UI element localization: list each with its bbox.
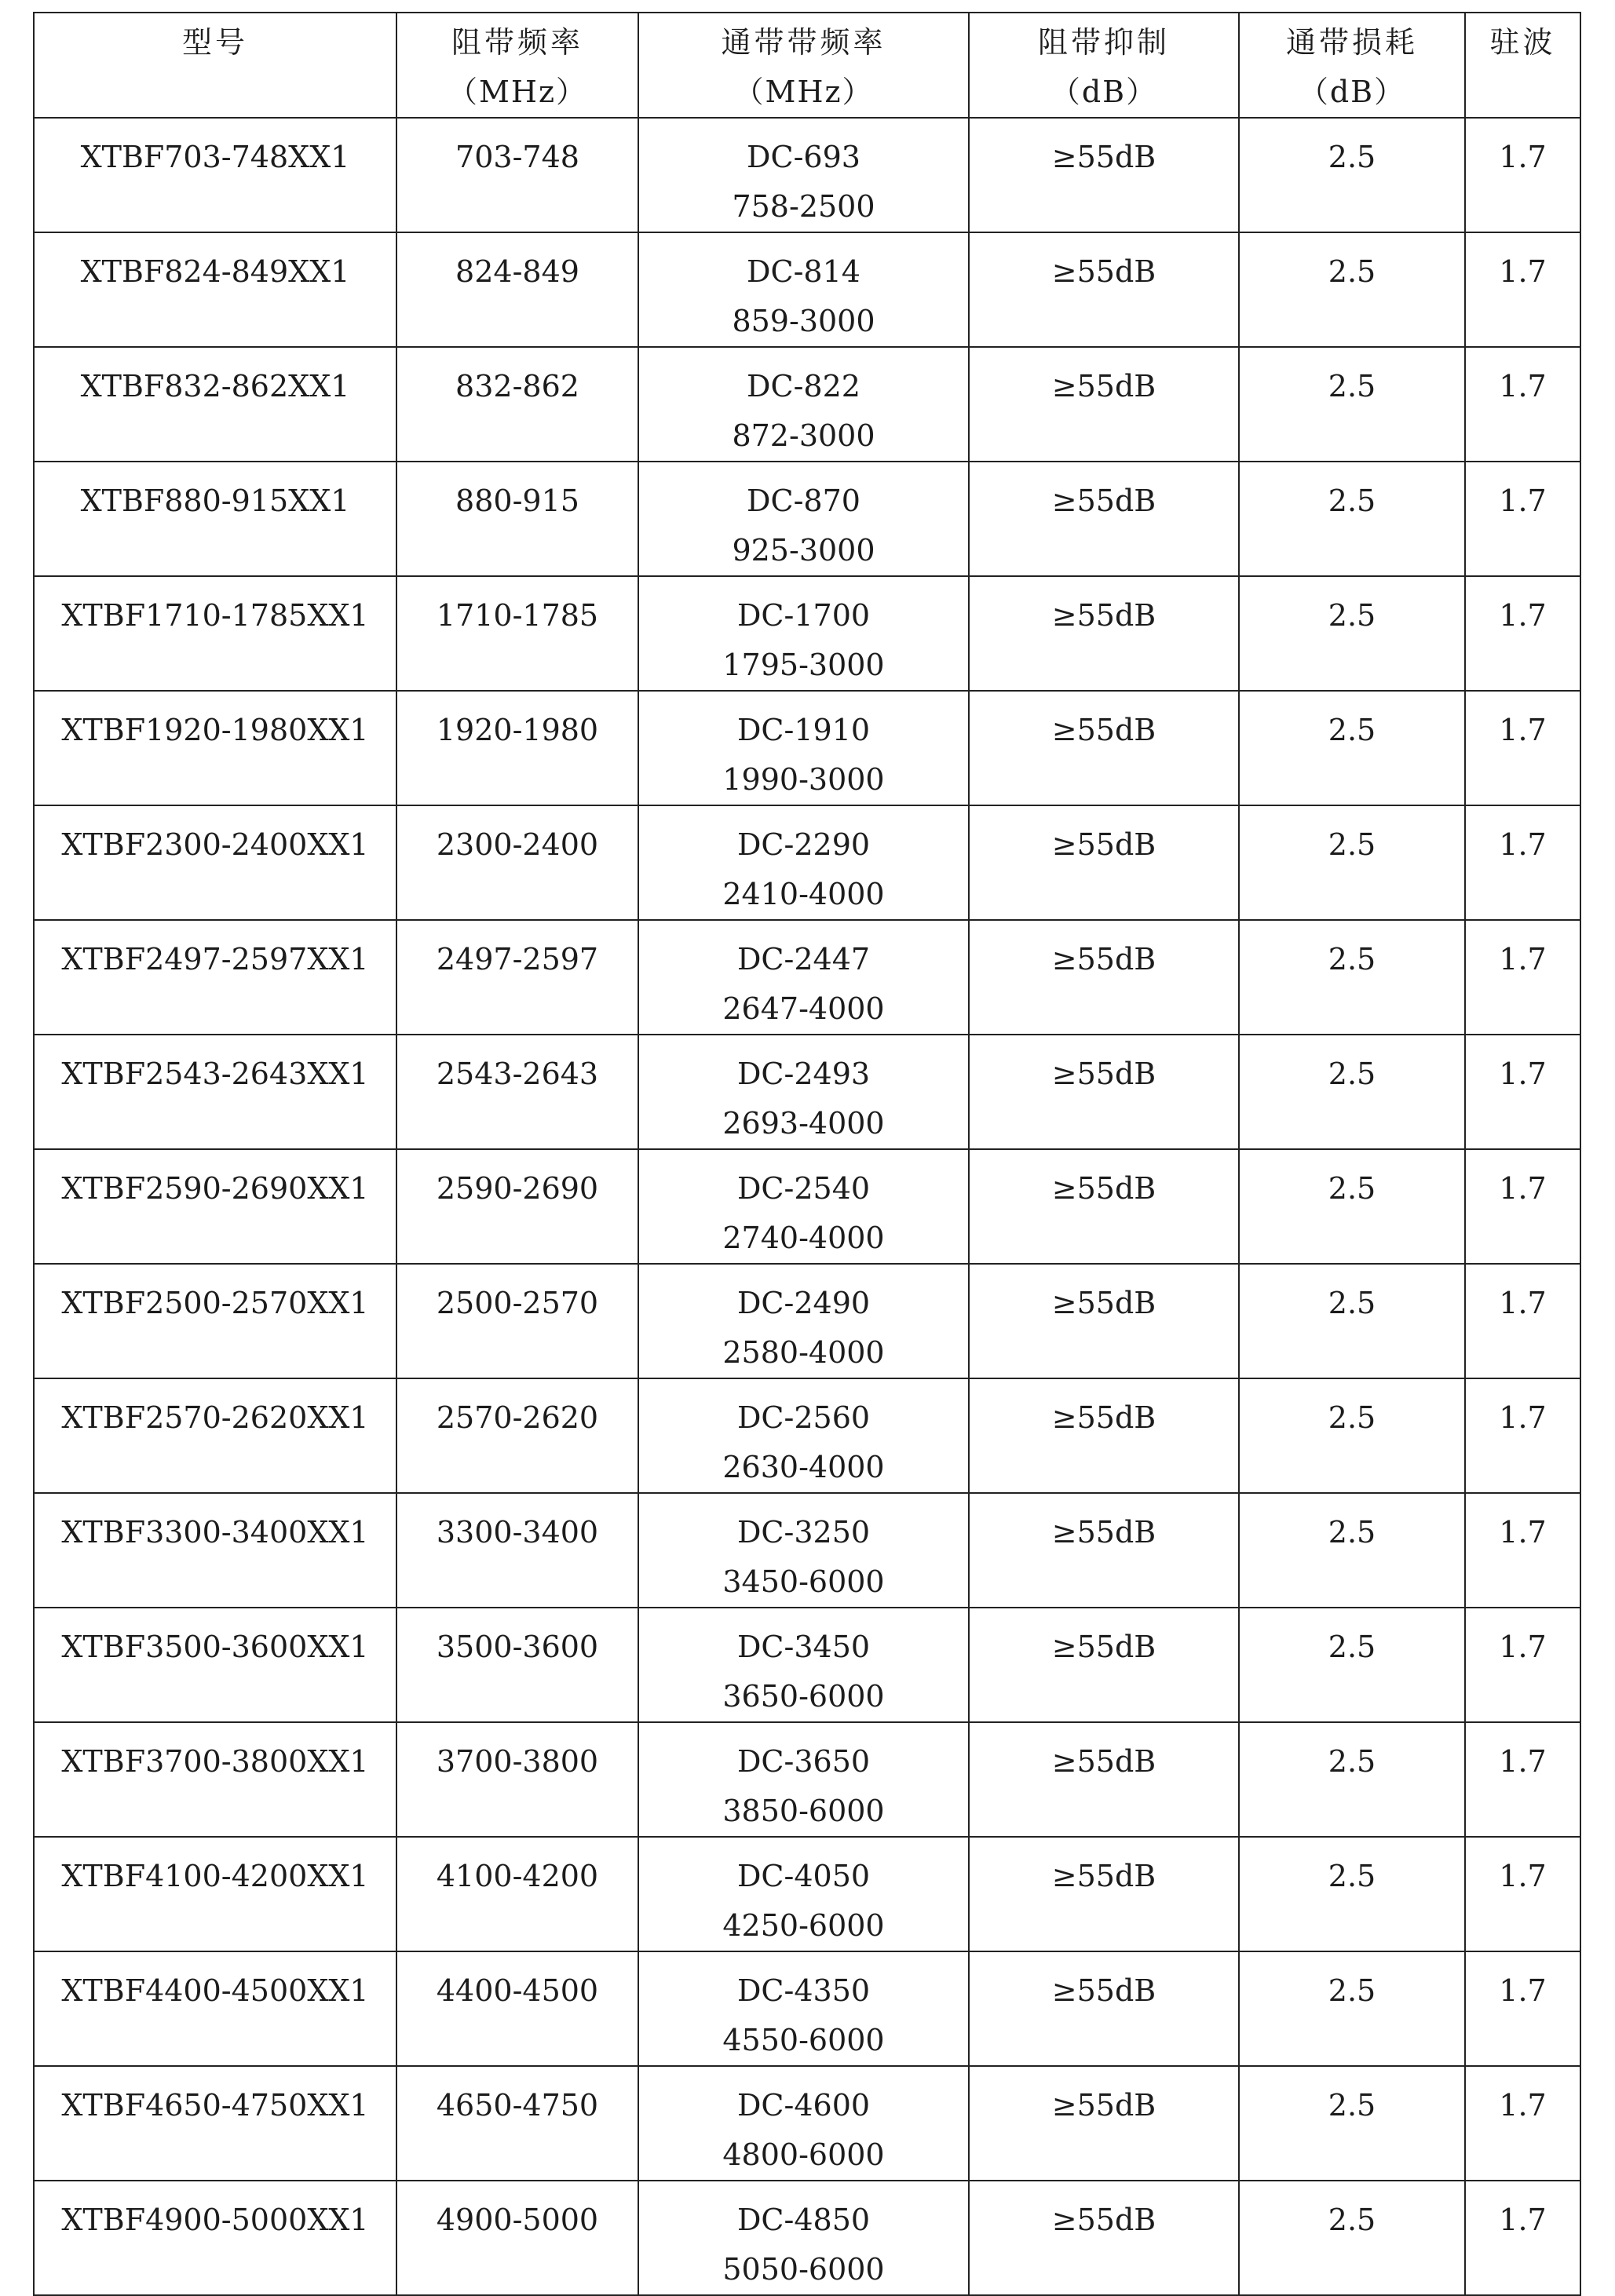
model-cell-model-text: XTBF2300-2400XX1 xyxy=(61,827,369,862)
vswr-cell-vswr-text: 1.7 xyxy=(1499,1859,1547,1893)
passband-cell-pass1-text: DC-3250 xyxy=(736,1515,871,1550)
model-cell-model-text: XTBF2500-2570XX1 xyxy=(61,1286,369,1320)
vswr-cell-vswr-text: 1.7 xyxy=(1499,827,1547,862)
vswr-cell-vswr-text: 1.7 xyxy=(1499,1171,1547,1206)
insertion-loss-cell xyxy=(1239,1149,1465,1264)
table-row xyxy=(34,1035,1580,1149)
vswr-cell-vswr-text: 1.7 xyxy=(1499,942,1547,976)
rejection-cell xyxy=(969,347,1239,462)
model-cell-model-text: XTBF832-862XX1 xyxy=(80,369,350,403)
table-row xyxy=(34,1149,1580,1264)
stopband-cell xyxy=(396,1951,638,2066)
model-cell xyxy=(34,232,396,347)
header-stopband-label: 阻带频率 xyxy=(451,25,583,60)
table-row xyxy=(34,347,1580,462)
insertion-loss-cell-loss-text: 2.5 xyxy=(1328,1171,1376,1206)
passband-cell xyxy=(638,1837,969,1951)
insertion-loss-cell xyxy=(1239,691,1465,805)
header-rejection-unit: （dB） xyxy=(1050,75,1158,109)
rejection-cell-rejection-text: ≥55dB xyxy=(1051,1057,1156,1091)
header-passband-unit: （MHz） xyxy=(733,75,874,109)
model-cell xyxy=(34,1493,396,1608)
header-insertion-loss-unit: （dB） xyxy=(1298,75,1406,109)
insertion-loss-cell xyxy=(1239,118,1465,232)
vswr-cell xyxy=(1465,1951,1580,2066)
passband-cell xyxy=(638,1035,969,1149)
rejection-cell xyxy=(969,1378,1239,1493)
insertion-loss-cell-loss-text: 2.5 xyxy=(1328,942,1376,976)
rejection-cell-rejection-text: ≥55dB xyxy=(1051,1286,1156,1320)
stopband-cell-stopband-text: 2300-2400 xyxy=(436,827,599,862)
insertion-loss-cell xyxy=(1239,462,1465,576)
vswr-cell-vswr-text: 1.7 xyxy=(1499,1400,1547,1435)
rejection-cell-rejection-text: ≥55dB xyxy=(1051,942,1156,976)
vswr-cell xyxy=(1465,1837,1580,1951)
stopband-cell-stopband-text: 880-915 xyxy=(455,484,579,518)
passband-cell-pass2-text: 3450-6000 xyxy=(722,1564,885,1599)
passband-cell xyxy=(638,691,969,805)
header-row xyxy=(34,13,1580,118)
table-row xyxy=(34,1264,1580,1378)
vswr-cell-vswr-text: 1.7 xyxy=(1499,1973,1547,2008)
rejection-cell-rejection-text: ≥55dB xyxy=(1051,140,1156,174)
rejection-cell xyxy=(969,1608,1239,1722)
model-cell-model-text: XTBF2570-2620XX1 xyxy=(61,1400,369,1435)
passband-cell-pass1-text: DC-2290 xyxy=(736,827,871,862)
model-cell xyxy=(34,1264,396,1378)
stopband-cell xyxy=(396,1378,638,1493)
rejection-cell-rejection-text: ≥55dB xyxy=(1051,1744,1156,1779)
rejection-cell-rejection-text: ≥55dB xyxy=(1051,713,1156,747)
rejection-cell xyxy=(969,920,1239,1035)
rejection-cell xyxy=(969,118,1239,232)
header-passband-label: 通带带频率 xyxy=(721,25,886,60)
vswr-cell-vswr-text: 1.7 xyxy=(1499,254,1547,289)
vswr-cell xyxy=(1465,920,1580,1035)
model-cell-model-text: XTBF880-915XX1 xyxy=(80,484,350,518)
vswr-cell xyxy=(1465,1035,1580,1149)
passband-cell-pass2-text: 2693-4000 xyxy=(722,1106,885,1141)
passband-cell xyxy=(638,1378,969,1493)
stopband-cell xyxy=(396,1149,638,1264)
passband-cell xyxy=(638,1722,969,1837)
passband-cell xyxy=(638,1951,969,2066)
insertion-loss-cell-loss-text: 2.5 xyxy=(1328,2203,1376,2237)
insertion-loss-cell xyxy=(1239,920,1465,1035)
rejection-cell xyxy=(969,805,1239,920)
table-row xyxy=(34,920,1580,1035)
passband-cell xyxy=(638,1149,969,1264)
stopband-cell xyxy=(396,920,638,1035)
passband-cell-pass1-text: DC-1700 xyxy=(736,598,871,633)
stopband-cell-stopband-text: 1920-1980 xyxy=(436,713,599,747)
vswr-cell xyxy=(1465,462,1580,576)
stopband-cell xyxy=(396,805,638,920)
model-cell-model-text: XTBF2543-2643XX1 xyxy=(61,1057,369,1091)
header-rejection-label: 阻带抑制 xyxy=(1037,25,1170,60)
insertion-loss-cell xyxy=(1239,1264,1465,1378)
vswr-cell xyxy=(1465,1149,1580,1264)
stopband-cell xyxy=(396,1722,638,1837)
table-row xyxy=(34,1951,1580,2066)
rejection-cell xyxy=(969,1951,1239,2066)
passband-cell-pass2-text: 1990-3000 xyxy=(722,762,885,797)
passband-cell-pass2-text: 2740-4000 xyxy=(722,1221,885,1255)
model-cell xyxy=(34,118,396,232)
insertion-loss-cell xyxy=(1239,805,1465,920)
passband-cell-pass1-text: DC-4050 xyxy=(736,1859,871,1893)
model-cell xyxy=(34,1035,396,1149)
passband-cell-pass1-text: DC-2560 xyxy=(736,1400,871,1435)
model-cell-model-text: XTBF703-748XX1 xyxy=(80,140,350,174)
stopband-cell xyxy=(396,1035,638,1149)
model-cell xyxy=(34,1608,396,1722)
insertion-loss-cell xyxy=(1239,2066,1465,2181)
table-row xyxy=(34,805,1580,920)
header-model-label: 型号 xyxy=(181,25,248,60)
vswr-cell-vswr-text: 1.7 xyxy=(1499,1286,1547,1320)
stopband-cell xyxy=(396,462,638,576)
rejection-cell-rejection-text: ≥55dB xyxy=(1051,484,1156,518)
vswr-cell-vswr-text: 1.7 xyxy=(1499,2088,1547,2123)
passband-cell-pass2-text: 3850-6000 xyxy=(722,1794,885,1828)
header-insertion-loss-label: 通带损耗 xyxy=(1285,25,1418,60)
insertion-loss-cell-loss-text: 2.5 xyxy=(1328,1286,1376,1320)
passband-cell-pass2-text: 2410-4000 xyxy=(722,877,885,911)
passband-cell-pass1-text: DC-4600 xyxy=(736,2088,871,2123)
model-cell xyxy=(34,347,396,462)
insertion-loss-cell xyxy=(1239,1378,1465,1493)
stopband-cell xyxy=(396,118,638,232)
model-cell xyxy=(34,2181,396,2295)
rejection-cell-rejection-text: ≥55dB xyxy=(1051,2203,1156,2237)
passband-cell-pass2-text: 4550-6000 xyxy=(722,2023,885,2057)
insertion-loss-cell-loss-text: 2.5 xyxy=(1328,484,1376,518)
spec-sheet xyxy=(33,12,1580,2296)
model-cell-model-text: XTBF4900-5000XX1 xyxy=(61,2203,369,2237)
vswr-cell xyxy=(1465,691,1580,805)
filter-spec-table xyxy=(33,12,1581,2296)
insertion-loss-cell xyxy=(1239,347,1465,462)
passband-cell-pass1-text: DC-2540 xyxy=(736,1171,871,1206)
vswr-cell-vswr-text: 1.7 xyxy=(1499,1630,1547,1664)
model-cell-model-text: XTBF1920-1980XX1 xyxy=(61,713,369,747)
rejection-cell xyxy=(969,2181,1239,2295)
stopband-cell-stopband-text: 3700-3800 xyxy=(436,1744,599,1779)
insertion-loss-cell xyxy=(1239,1493,1465,1608)
passband-cell xyxy=(638,805,969,920)
stopband-cell-stopband-text: 4400-4500 xyxy=(436,1973,599,2008)
insertion-loss-cell xyxy=(1239,1951,1465,2066)
rejection-cell xyxy=(969,1149,1239,1264)
model-cell xyxy=(34,462,396,576)
passband-cell xyxy=(638,118,969,232)
insertion-loss-cell-loss-text: 2.5 xyxy=(1328,2088,1376,2123)
vswr-cell xyxy=(1465,118,1580,232)
rejection-cell-rejection-text: ≥55dB xyxy=(1051,1973,1156,2008)
passband-cell xyxy=(638,576,969,691)
model-cell-model-text: XTBF4400-4500XX1 xyxy=(61,1973,369,2008)
insertion-loss-cell-loss-text: 2.5 xyxy=(1328,1515,1376,1550)
rejection-cell xyxy=(969,1264,1239,1378)
vswr-cell xyxy=(1465,2066,1580,2181)
vswr-cell xyxy=(1465,1722,1580,1837)
stopband-cell-stopband-text: 2497-2597 xyxy=(436,942,599,976)
passband-cell-pass1-text: DC-4850 xyxy=(736,2203,871,2237)
insertion-loss-cell-loss-text: 2.5 xyxy=(1328,1400,1376,1435)
vswr-cell-vswr-text: 1.7 xyxy=(1499,713,1547,747)
table-row xyxy=(34,118,1580,232)
model-cell xyxy=(34,1149,396,1264)
vswr-cell-vswr-text: 1.7 xyxy=(1499,1515,1547,1550)
table-row xyxy=(34,1608,1580,1722)
rejection-cell xyxy=(969,462,1239,576)
header-rejection xyxy=(969,13,1239,118)
model-cell-model-text: XTBF3500-3600XX1 xyxy=(61,1630,369,1664)
stopband-cell-stopband-text: 3300-3400 xyxy=(436,1515,599,1550)
model-cell-model-text: XTBF824-849XX1 xyxy=(80,254,350,289)
stopband-cell-stopband-text: 703-748 xyxy=(455,140,579,174)
rejection-cell xyxy=(969,1493,1239,1608)
table-row xyxy=(34,462,1580,576)
insertion-loss-cell xyxy=(1239,2181,1465,2295)
passband-cell xyxy=(638,1264,969,1378)
passband-cell-pass1-text: DC-3650 xyxy=(736,1744,871,1779)
stopband-cell xyxy=(396,347,638,462)
insertion-loss-cell-loss-text: 2.5 xyxy=(1328,1744,1376,1779)
rejection-cell-rejection-text: ≥55dB xyxy=(1051,827,1156,862)
passband-cell xyxy=(638,232,969,347)
insertion-loss-cell-loss-text: 2.5 xyxy=(1328,140,1376,174)
stopband-cell xyxy=(396,232,638,347)
passband-cell xyxy=(638,1608,969,1722)
passband-cell-pass2-text: 758-2500 xyxy=(732,189,875,224)
passband-cell-pass2-text: 872-3000 xyxy=(732,418,875,453)
passband-cell-pass2-text: 4250-6000 xyxy=(722,1908,885,1943)
header-vswr xyxy=(1465,13,1580,118)
header-vswr-label: 驻波 xyxy=(1489,25,1556,60)
model-cell xyxy=(34,1722,396,1837)
rejection-cell xyxy=(969,1837,1239,1951)
stopband-cell xyxy=(396,2066,638,2181)
table-row xyxy=(34,691,1580,805)
passband-cell-pass2-text: 2630-4000 xyxy=(722,1450,885,1484)
model-cell-model-text: XTBF2497-2597XX1 xyxy=(61,942,369,976)
model-cell xyxy=(34,805,396,920)
passband-cell-pass2-text: 2647-4000 xyxy=(722,991,885,1026)
stopband-cell xyxy=(396,1493,638,1608)
passband-cell-pass2-text: 859-3000 xyxy=(732,304,875,338)
passband-cell-pass1-text: DC-870 xyxy=(747,484,860,518)
model-cell-model-text: XTBF4100-4200XX1 xyxy=(61,1859,369,1893)
vswr-cell-vswr-text: 1.7 xyxy=(1499,1744,1547,1779)
table-row xyxy=(34,2066,1580,2181)
model-cell xyxy=(34,691,396,805)
stopband-cell-stopband-text: 832-862 xyxy=(455,369,579,403)
stopband-cell-stopband-text: 2500-2570 xyxy=(436,1286,599,1320)
passband-cell-pass1-text: DC-2447 xyxy=(736,942,871,976)
passband-cell-pass1-text: DC-2490 xyxy=(736,1286,871,1320)
rejection-cell-rejection-text: ≥55dB xyxy=(1051,254,1156,289)
passband-cell-pass2-text: 5050-6000 xyxy=(722,2252,885,2287)
vswr-cell-vswr-text: 1.7 xyxy=(1499,1057,1547,1091)
stopband-cell-stopband-text: 824-849 xyxy=(455,254,579,289)
passband-cell xyxy=(638,462,969,576)
insertion-loss-cell-loss-text: 2.5 xyxy=(1328,369,1376,403)
model-cell xyxy=(34,576,396,691)
insertion-loss-cell-loss-text: 2.5 xyxy=(1328,1859,1376,1893)
model-cell-model-text: XTBF2590-2690XX1 xyxy=(61,1171,369,1206)
header-model xyxy=(34,13,396,118)
header-stopband xyxy=(396,13,638,118)
stopband-cell xyxy=(396,1608,638,1722)
rejection-cell xyxy=(969,576,1239,691)
stopband-cell xyxy=(396,1837,638,1951)
passband-cell xyxy=(638,2181,969,2295)
model-cell xyxy=(34,1837,396,1951)
insertion-loss-cell-loss-text: 2.5 xyxy=(1328,1973,1376,2008)
rejection-cell-rejection-text: ≥55dB xyxy=(1051,1515,1156,1550)
rejection-cell-rejection-text: ≥55dB xyxy=(1051,1630,1156,1664)
insertion-loss-cell-loss-text: 2.5 xyxy=(1328,713,1376,747)
model-cell-model-text: XTBF1710-1785XX1 xyxy=(61,598,369,633)
stopband-cell xyxy=(396,1264,638,1378)
passband-cell-pass2-text: 1795-3000 xyxy=(722,648,885,682)
vswr-cell xyxy=(1465,1378,1580,1493)
rejection-cell xyxy=(969,691,1239,805)
table-body xyxy=(34,118,1580,2295)
stopband-cell-stopband-text: 4100-4200 xyxy=(436,1859,599,1893)
vswr-cell xyxy=(1465,1608,1580,1722)
passband-cell xyxy=(638,2066,969,2181)
insertion-loss-cell-loss-text: 2.5 xyxy=(1328,598,1376,633)
stopband-cell-stopband-text: 4900-5000 xyxy=(436,2203,599,2237)
passband-cell-pass1-text: DC-822 xyxy=(747,369,860,403)
stopband-cell xyxy=(396,2181,638,2295)
table-row xyxy=(34,1837,1580,1951)
table-row xyxy=(34,232,1580,347)
passband-cell-pass2-text: 4800-6000 xyxy=(722,2137,885,2172)
model-cell-model-text: XTBF3300-3400XX1 xyxy=(61,1515,369,1550)
rejection-cell xyxy=(969,232,1239,347)
insertion-loss-cell-loss-text: 2.5 xyxy=(1328,1630,1376,1664)
table-row xyxy=(34,1378,1580,1493)
vswr-cell-vswr-text: 1.7 xyxy=(1499,140,1547,174)
rejection-cell-rejection-text: ≥55dB xyxy=(1051,1859,1156,1893)
vswr-cell xyxy=(1465,1264,1580,1378)
passband-cell xyxy=(638,1493,969,1608)
rejection-cell xyxy=(969,1722,1239,1837)
stopband-cell-stopband-text: 4650-4750 xyxy=(436,2088,599,2123)
rejection-cell-rejection-text: ≥55dB xyxy=(1051,1400,1156,1435)
insertion-loss-cell xyxy=(1239,576,1465,691)
passband-cell-pass1-text: DC-1910 xyxy=(736,713,871,747)
insertion-loss-cell xyxy=(1239,1035,1465,1149)
model-cell xyxy=(34,920,396,1035)
insertion-loss-cell-loss-text: 2.5 xyxy=(1328,827,1376,862)
passband-cell-pass1-text: DC-814 xyxy=(747,254,860,289)
vswr-cell-vswr-text: 1.7 xyxy=(1499,2203,1547,2237)
passband-cell-pass1-text: DC-693 xyxy=(747,140,860,174)
rejection-cell-rejection-text: ≥55dB xyxy=(1051,1171,1156,1206)
vswr-cell xyxy=(1465,1493,1580,1608)
rejection-cell-rejection-text: ≥55dB xyxy=(1051,2088,1156,2123)
passband-cell-pass2-text: 3650-6000 xyxy=(722,1679,885,1714)
stopband-cell-stopband-text: 2543-2643 xyxy=(436,1057,599,1091)
passband-cell-pass1-text: DC-3450 xyxy=(736,1630,871,1664)
model-cell xyxy=(34,1378,396,1493)
stopband-cell-stopband-text: 3500-3600 xyxy=(436,1630,599,1664)
table-row xyxy=(34,2181,1580,2295)
insertion-loss-cell xyxy=(1239,1722,1465,1837)
model-cell xyxy=(34,2066,396,2181)
model-cell-model-text: XTBF3700-3800XX1 xyxy=(61,1744,369,1779)
vswr-cell-vswr-text: 1.7 xyxy=(1499,484,1547,518)
model-cell xyxy=(34,1951,396,2066)
passband-cell-pass2-text: 2580-4000 xyxy=(722,1335,885,1370)
stopband-cell-stopband-text: 2570-2620 xyxy=(436,1400,599,1435)
rejection-cell xyxy=(969,1035,1239,1149)
header-passband xyxy=(638,13,969,118)
table-row xyxy=(34,1493,1580,1608)
passband-cell-pass1-text: DC-4350 xyxy=(736,1973,871,2008)
passband-cell-pass2-text: 925-3000 xyxy=(732,533,875,568)
table-header xyxy=(34,13,1580,118)
vswr-cell xyxy=(1465,805,1580,920)
rejection-cell xyxy=(969,2066,1239,2181)
vswr-cell xyxy=(1465,576,1580,691)
stopband-cell-stopband-text: 1710-1785 xyxy=(436,598,599,633)
rejection-cell-rejection-text: ≥55dB xyxy=(1051,598,1156,633)
passband-cell xyxy=(638,920,969,1035)
stopband-cell-stopband-text: 2590-2690 xyxy=(436,1171,599,1206)
vswr-cell xyxy=(1465,232,1580,347)
table-row xyxy=(34,576,1580,691)
insertion-loss-cell xyxy=(1239,232,1465,347)
rejection-cell-rejection-text: ≥55dB xyxy=(1051,369,1156,403)
insertion-loss-cell xyxy=(1239,1608,1465,1722)
header-stopband-unit: （MHz） xyxy=(447,75,588,109)
passband-cell-pass1-text: DC-2493 xyxy=(736,1057,871,1091)
vswr-cell-vswr-text: 1.7 xyxy=(1499,369,1547,403)
insertion-loss-cell-loss-text: 2.5 xyxy=(1328,1057,1376,1091)
stopband-cell xyxy=(396,576,638,691)
model-cell-model-text: XTBF4650-4750XX1 xyxy=(61,2088,369,2123)
vswr-cell xyxy=(1465,347,1580,462)
insertion-loss-cell-loss-text: 2.5 xyxy=(1328,254,1376,289)
vswr-cell-vswr-text: 1.7 xyxy=(1499,598,1547,633)
passband-cell xyxy=(638,347,969,462)
insertion-loss-cell xyxy=(1239,1837,1465,1951)
header-insertion-loss xyxy=(1239,13,1465,118)
table-row xyxy=(34,1722,1580,1837)
vswr-cell xyxy=(1465,2181,1580,2295)
stopband-cell xyxy=(396,691,638,805)
